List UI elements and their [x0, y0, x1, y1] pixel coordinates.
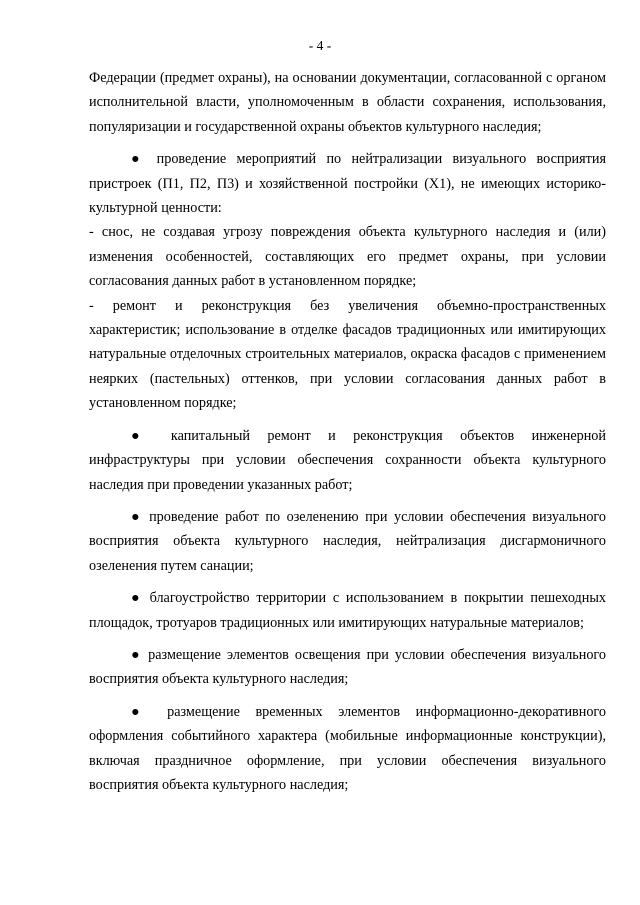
bullet-paragraph: ● проведение работ по озеленению при условии обеспечения визуального восприятия объекта культурного наследия, нейтрализация дисгармоничного озеленения путем санации;	[89, 508, 606, 574]
bullet-paragraph: ● размещение элементов освещения при условии обеспечения визуального восприятия объекта культурного наследия;	[89, 646, 606, 688]
bullet-paragraph: ● благоустройство территории с использованием в покрытии пешеходных площадок, тротуаров традиционных или имитирующих натуральные материалов;	[89, 590, 606, 631]
bullet-paragraph: ● капитальный ремонт и реконструкция объектов инженерной инфраструктуры при условии обеспечения сохранности объекта культурного наследия при проведении указанных работ;	[89, 427, 606, 493]
bullet-paragraph: ● проведение мероприятий по нейтрализации визуального восприятия пристроек (П1, П2, П3) и хозяйственной постройки (Х1), не имеющих историко-культурной ценности:	[89, 151, 606, 217]
page-number: - 4 -	[308, 38, 332, 53]
paragraph-continuation: Федерации (предмет охраны), на основании документации, согласованной с органом исполнительной власти, уполномоченным в области сохранения, использования, популяризации и государственной охраны объектов культурного наследия;	[89, 70, 606, 135]
bullet-paragraph: ● размещение временных элементов информационно-декоративного оформления событийного характера (мобильные информационные конструкции), включая праздничное оформление, при условии обеспечения визуального восприятия объекта культурного наследия;	[89, 703, 606, 793]
document-body	[89, 66, 606, 797]
dash-paragraph: - снос, не создавая угрозу повреждения объекта культурного наследия и (или) изменения особенностей, составляющих его предмет охраны, при условии согласования данных работ в установленном порядке;	[89, 224, 606, 290]
dash-paragraph: - ремонт и реконструкция без увеличения объемно-пространственных характеристик; использование в отделке фасадов традиционных или имитирующих натуральные отделочных строительных материалов, окраска фасадов с применением неярких (пастельных) оттенков, при условии согласования данных работ в установленном порядке;	[89, 297, 606, 412]
